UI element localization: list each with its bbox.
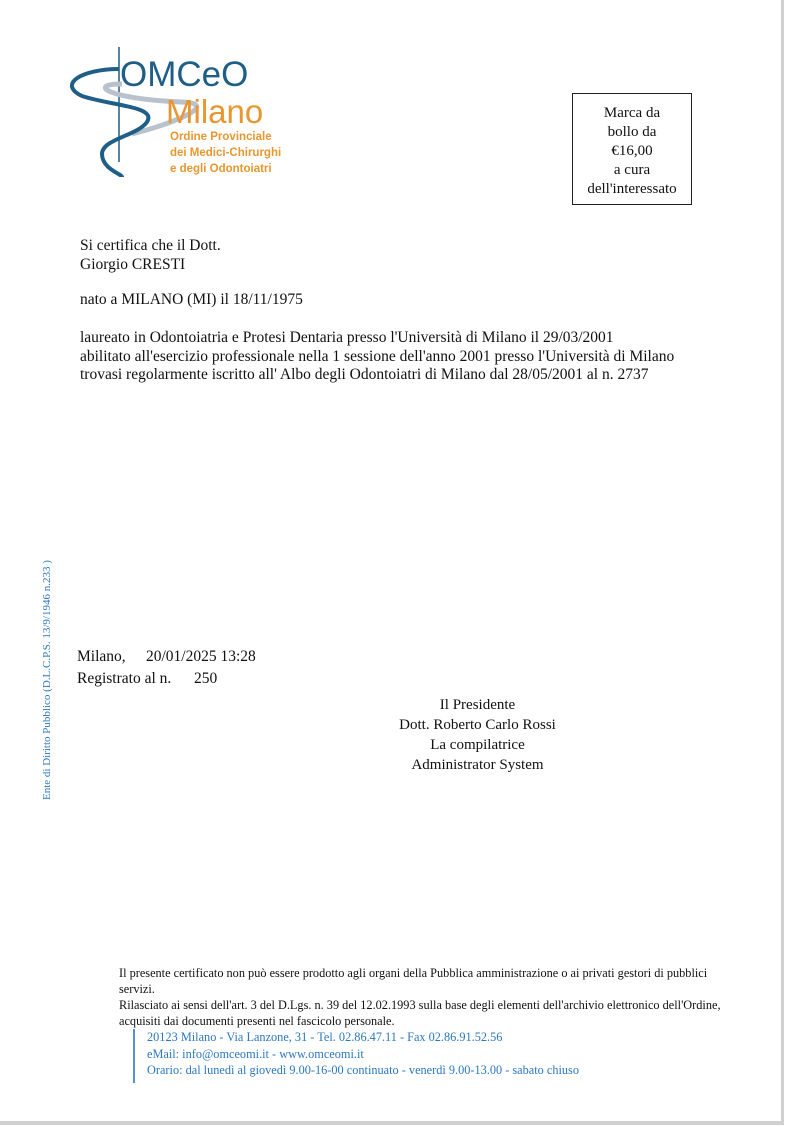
doctor-name: Giorgio CRESTI xyxy=(80,256,186,273)
cert-intro: Si certifica che il Dott. xyxy=(80,237,221,254)
footer-note: Il presente certificato non può essere prodotto agli organi della Pubblica amministrazione o ai privati gestori di pubblici servizi. xyxy=(119,966,708,996)
birth-info: nato a MILANO (MI) il 18/11/1975 xyxy=(80,291,303,308)
svg-text:Milano: Milano xyxy=(166,93,264,130)
svg-text:OMCeO: OMCeO xyxy=(120,55,249,94)
contact-info xyxy=(133,1029,579,1083)
registered-label: Registrato al n. xyxy=(77,670,172,687)
svg-text:Ordine Provinciale: Ordine Provinciale xyxy=(170,131,272,143)
stamp-line: Marca da xyxy=(603,105,661,121)
revenue-stamp-box xyxy=(572,93,692,205)
registered-number: 250 xyxy=(194,670,218,687)
omceo-logo xyxy=(62,44,312,189)
signature-line: Il Presidente xyxy=(439,697,516,713)
svg-text:e degli Odontoiatri: e degli Odontoiatri xyxy=(170,163,272,175)
contact-hours: Orario: dal lunedì al giovedì 9.00-16-00 continuato - venerdì 9.00-13.00 - sabato chiuso xyxy=(147,1063,579,1077)
signature-line: La compilatrice xyxy=(430,737,525,753)
degree-info: laureato in Odontoiatria e Protesi Dentaria presso l'Università di Milano il 29/03/2001 xyxy=(80,329,614,346)
issue-datetime: 20/01/2025 13:28 xyxy=(146,648,256,665)
footer-note: Rilasciato ai sensi dell'art. 3 del D.Lgs. n. 39 del 12.02.1993 sulla base degli elementi dell'archivio elettronico dell'Ordine, acquisiti dai documenti presenti nel fascicolo personale. xyxy=(119,998,721,1028)
svg-text:dei Medici-Chirurghi: dei Medici-Chirurghi xyxy=(170,147,282,159)
place-label: Milano, xyxy=(77,648,126,665)
stamp-line: a cura xyxy=(613,162,651,178)
contact-address: 20123 Milano - Via Lanzone, 31 - Tel. 02.86.47.11 - Fax 02.86.91.52.56 xyxy=(147,1030,503,1044)
caduceus-icon xyxy=(62,44,312,189)
footer-notes xyxy=(119,965,729,1029)
signature-block xyxy=(350,695,605,775)
signature-line: Dott. Roberto Carlo Rossi xyxy=(399,717,556,733)
contact-email: eMail: info@omceomi.it - www.omceomi.it xyxy=(147,1046,364,1061)
stamp-line: dell'interessato xyxy=(587,181,677,197)
license-info: abilitato all'esercizio professionale nella 1 sessione dell'anno 2001 presso l'Università di Milano xyxy=(80,348,675,365)
stamp-line: bollo da xyxy=(607,124,657,140)
signature-line: Administrator System xyxy=(411,757,544,773)
side-legal-text: Ente di Diritto Pubblico (D.L.C.P.S. 13/9/1946 n.233 ) xyxy=(41,560,53,800)
registry-info: trovasi regolarmente iscritto all' Albo degli Odontoiatri di Milano dal 28/05/2001 al n. 2737 xyxy=(80,366,649,383)
stamp-line: €16,00 xyxy=(611,143,653,159)
